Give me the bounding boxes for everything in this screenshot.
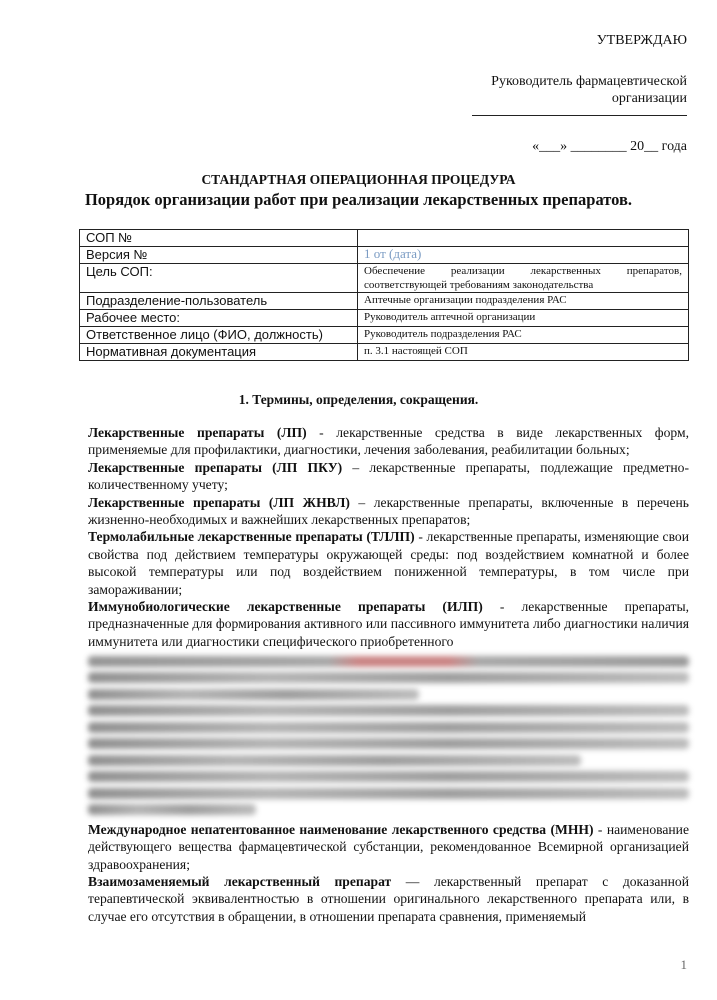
meta-key: Версия № (80, 247, 358, 264)
meta-value: Обеспечение реализации лекарственных препаратов, соответствующей требованиям законодательства (358, 264, 689, 293)
page-number: 1 (680, 957, 687, 972)
meta-key: Цель СОП: (80, 264, 358, 293)
table-row (80, 327, 689, 344)
term-definition: лекарственный препарат с доказанной терапевтической эквивалентностью в отношении оригинального лекарственного препарата или, в случае его отсутствия в обращении, в отношении препарата сравнения, применяемый (88, 874, 690, 924)
term-separator: - (414, 529, 427, 545)
term-name: Взаимозаменяемый лекарственный препарат (88, 874, 392, 889)
term-paragraph (88, 821, 689, 873)
term-paragraph (88, 424, 689, 459)
redacted-block (88, 656, 689, 816)
approval-date-line: «___» ________ 20__ года (532, 139, 687, 154)
term-definition: лекарственные препараты, предназначенные для формирования активного или пассивного иммунитета либо диагностики наличия иммунитета или диагностики специфического приобретенного (88, 599, 689, 649)
term-separator: — (391, 874, 434, 889)
meta-value: Руководитель подразделения РАС (358, 327, 689, 344)
term-definition: лекарственные средства в виде лекарственных форм, применяемые для профилактики, диагностики, лечения заболевания, реабилитации больных; (88, 425, 690, 458)
meta-key: Подразделение-пользователь (80, 293, 358, 310)
redacted-line (88, 656, 689, 667)
meta-value: Аптечные организации подразделения РАС (358, 293, 689, 310)
term-separator: - (482, 599, 522, 615)
term-name: Иммунобиологические лекарственные препараты (ИЛП) (88, 599, 483, 615)
meta-value: Руководитель аптечной организации (358, 310, 689, 327)
meta-value: п. 3.1 настоящей СОП (358, 344, 689, 361)
redacted-line (88, 672, 689, 683)
meta-key: Ответственное лицо (ФИО, должность) (80, 327, 358, 344)
term-definition: наименование действующего вещества фармацевтической субстанции, рекомендованное Всемирной организацией здравоохранения; (88, 821, 689, 872)
term-definition: лекарственные препараты, подлежащие предметно-количественному учету; (88, 459, 690, 493)
document-type-title: СТАНДАРТНАЯ ОПЕРАЦИОННАЯ ПРОЦЕДУРА (201, 172, 516, 187)
approval-block (472, 32, 687, 155)
table-row (80, 310, 689, 327)
meta-key: СОП № (80, 230, 358, 247)
redacted-line (88, 689, 419, 700)
redacted-line (88, 804, 256, 815)
table-row (80, 230, 689, 247)
terms-body (88, 424, 689, 925)
signature-line (472, 111, 687, 116)
term-separator: – (349, 494, 374, 510)
redacted-line (88, 755, 581, 766)
table-row (80, 293, 689, 310)
table-row (80, 247, 689, 264)
sop-meta-table (79, 229, 689, 361)
term-paragraph (88, 873, 689, 925)
redacted-line (88, 738, 689, 749)
term-name: Термолабильные лекарственные препараты (ТЛЛП) (88, 529, 415, 545)
term-definition: лекарственные препараты, включенные в перечень жизненно-необходимых и важнейших лекарственных препаратов; (88, 494, 689, 528)
redacted-line (88, 771, 689, 782)
approval-title: УТВЕРЖДАЮ (596, 33, 687, 48)
term-definition: лекарственные препараты, изменяющие свои свойства под действием температуры окружающей среды: под воздействием комнатной и более высокой температуры или под воздействием пониженной температуры, в том числе при замораживании; (88, 529, 689, 597)
redacted-line (88, 705, 689, 716)
term-paragraph (88, 528, 689, 598)
redacted-line (88, 788, 689, 799)
table-row (80, 264, 689, 293)
section-heading: 1. Термины, определения, сокращения. (238, 392, 479, 407)
term-separator: - (306, 425, 337, 440)
document-subtitle: Порядок организации работ при реализации лекарственных препаратов. (84, 190, 633, 209)
approval-role-line2: организации (611, 91, 687, 106)
term-paragraph (88, 598, 689, 650)
term-name: Лекарственные препараты (ЛП ЖНВЛ) (88, 494, 350, 510)
term-separator: – (342, 459, 370, 475)
term-name: Лекарственные препараты (ЛП) (88, 425, 307, 440)
redacted-line (88, 722, 689, 733)
term-name: Международное непатентованное наименование лекарственного средства (МНН) (88, 821, 594, 837)
meta-value: 1 от (дата) (358, 247, 689, 264)
table-row (80, 344, 689, 361)
meta-value (358, 230, 689, 247)
term-paragraph (88, 494, 689, 529)
term-name: Лекарственные препараты (ЛП ПКУ) (88, 459, 343, 475)
approval-role-line1: Руководитель фармацевтической (491, 74, 687, 89)
term-paragraph (88, 459, 689, 494)
meta-key: Рабочее место: (80, 310, 358, 327)
term-separator: - (593, 821, 607, 837)
meta-key: Нормативная документация (80, 344, 358, 361)
